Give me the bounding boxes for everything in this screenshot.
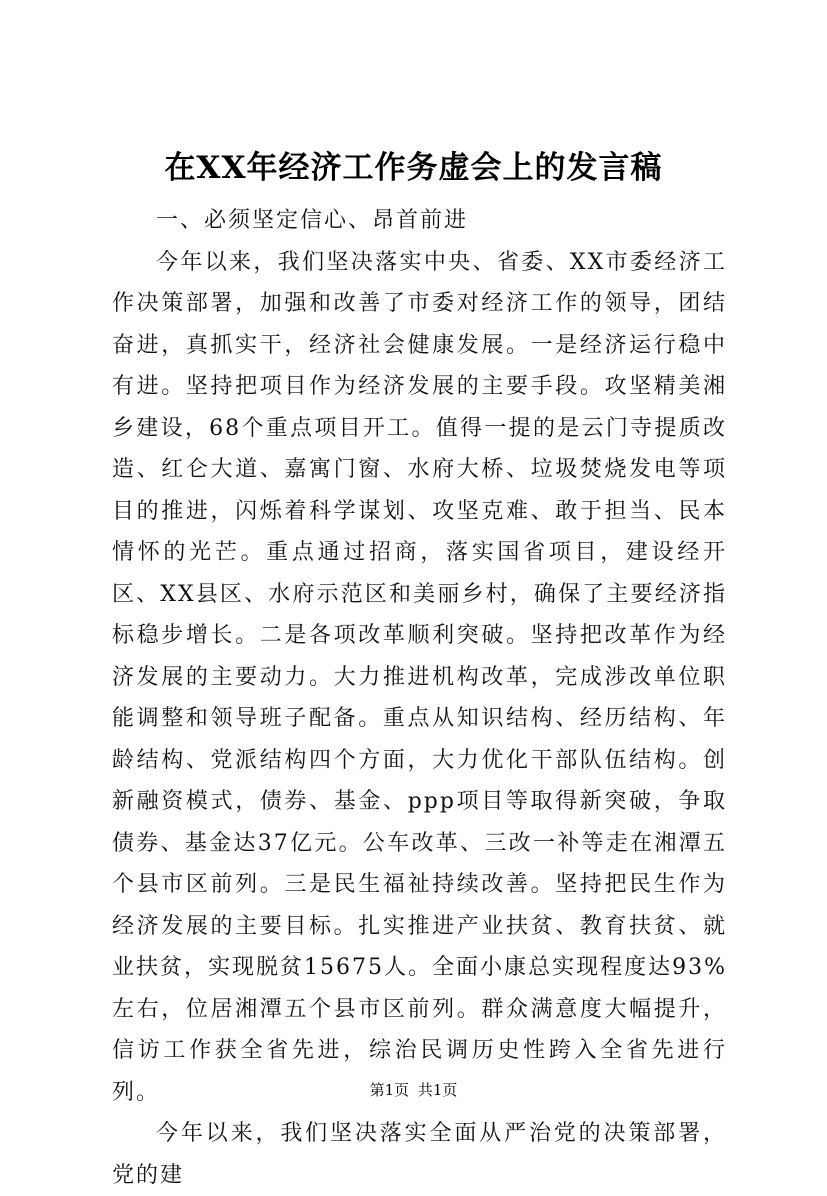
document-body bbox=[112, 200, 727, 1196]
paragraph: 今年以来，我们坚决落实中央、省委、XX市委经济工作决策部署，加强和改善了市委对经济工作的领导，团结奋进，真抓实干，经济社会健康发展。一是经济运行稳中有进。坚持把项目作为经济发展的主要手段。攻坚精美湘乡建设，68个重点项目开工。值得一提的是云门寺提质改造、红仑大道、嘉寓门窗、水府大桥、垃圾焚烧发电等项目的推进，闪烁着科学谋划、攻坚克难、敢于担当、民本情怀的光芒。重点通过招商，落实国省项目，建设经开区、XX县区、水府示范区和美丽乡村，确保了主要经济指标稳步增长。二是各项改革顺利突破。坚持把改革作为经济发展的主要动力。大力推进机构改革，完成涉改单位职能调整和领导班子配备。重点从知识结构、经历结构、年龄结构、党派结构四个方面，大力优化干部队伍结构。创新融资模式，债券、基金、ppp项目等取得新突破，争取债券、基金达37亿元。公车改革、三改一补等走在湘潭五个县市区前列。三是民生福祉持续改善。坚持把民生作为经济发展的主要目标。扎实推进产业扶贫、教育扶贫、就业扶贫，实现脱贫15675人。全面小康总实现程度达93%左右，位居湘潭五个县市区前列。群众满意度大幅提升，信访工作获全省先进，综治民调历史性跨入全省先进行列。 bbox=[112, 249, 727, 1105]
page-total: 共1页 bbox=[417, 1081, 458, 1099]
document-title: 在XX年经济工作务虚会上的发言稿 bbox=[164, 150, 663, 186]
section-heading: 一、必须坚定信心、昂首前进 bbox=[156, 208, 469, 233]
page-footer bbox=[0, 1080, 827, 1100]
page-number: 第1页 bbox=[369, 1081, 410, 1099]
paragraph: 今年以来，我们坚决落实全面从严治党的决策部署，党的建 bbox=[112, 1121, 727, 1188]
